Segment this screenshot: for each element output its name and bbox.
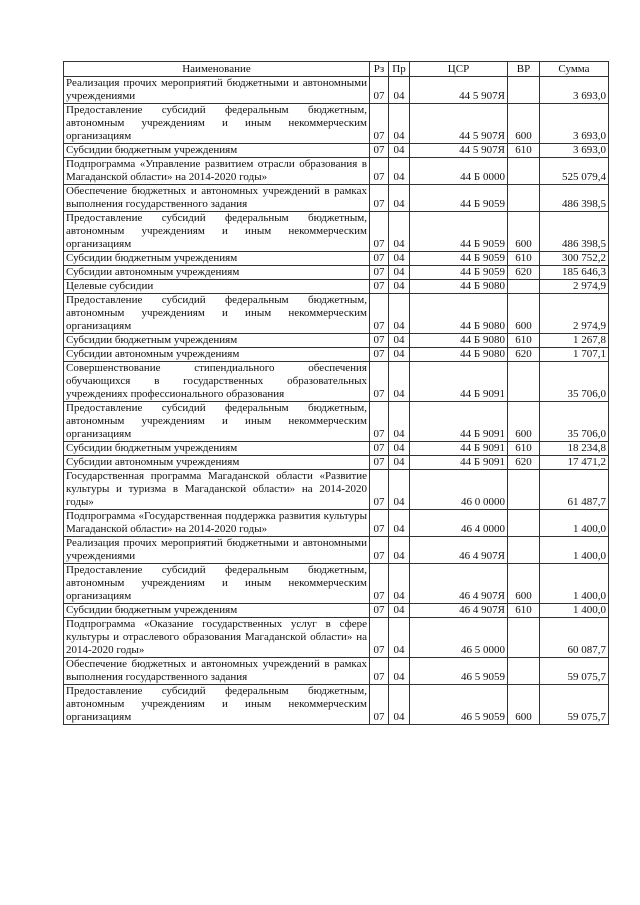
cell-csr: 44 5 907Я xyxy=(410,77,508,104)
cell-rz: 07 xyxy=(370,537,389,564)
cell-sum: 1 400,0 xyxy=(540,510,609,537)
cell-name: Подпрограмма «Оказание государственных услуг в сфере культуры и отраслевого образования Магаданской области» на 2014-2020 годы» xyxy=(64,618,370,658)
cell-pr: 04 xyxy=(389,685,410,725)
cell-csr: 46 4 907Я xyxy=(410,604,508,618)
cell-pr: 04 xyxy=(389,212,410,252)
cell-sum: 2 974,9 xyxy=(540,294,609,334)
cell-sum: 61 487,7 xyxy=(540,470,609,510)
cell-pr: 04 xyxy=(389,348,410,362)
cell-rz: 07 xyxy=(370,104,389,144)
cell-pr: 04 xyxy=(389,604,410,618)
cell-sum: 2 974,9 xyxy=(540,280,609,294)
cell-csr: 44 5 907Я xyxy=(410,104,508,144)
cell-name: Предоставление субсидий федеральным бюджетным, автономным учреждениям и иным некоммерческим организациям xyxy=(64,294,370,334)
cell-vr xyxy=(508,658,540,685)
cell-csr: 46 5 0000 xyxy=(410,618,508,658)
cell-sum: 3 693,0 xyxy=(540,77,609,104)
cell-name: Государственная программа Магаданской области «Развитие культуры и туризма в Магаданской области» на 2014-2020 годы» xyxy=(64,470,370,510)
table-header-row xyxy=(64,62,609,77)
cell-name: Субсидии автономным учреждениям xyxy=(64,266,370,280)
cell-name: Субсидии автономным учреждениям xyxy=(64,348,370,362)
cell-csr: 46 0 0000 xyxy=(410,470,508,510)
cell-vr: 600 xyxy=(508,402,540,442)
cell-vr: 600 xyxy=(508,564,540,604)
table-row xyxy=(64,604,609,618)
table-row xyxy=(64,185,609,212)
cell-csr: 44 Б 9059 xyxy=(410,212,508,252)
cell-rz: 07 xyxy=(370,618,389,658)
cell-pr: 04 xyxy=(389,334,410,348)
cell-name: Совершенствование стипендиального обеспечения обучающихся в государственных образовательных учреждениях профессионального образования xyxy=(64,362,370,402)
cell-rz: 07 xyxy=(370,334,389,348)
column-header-csr: ЦСР xyxy=(410,62,508,77)
table-row xyxy=(64,158,609,185)
cell-rz: 07 xyxy=(370,212,389,252)
cell-sum: 3 693,0 xyxy=(540,104,609,144)
cell-name: Субсидии бюджетным учреждениям xyxy=(64,442,370,456)
cell-vr xyxy=(508,185,540,212)
cell-rz: 07 xyxy=(370,77,389,104)
cell-rz: 07 xyxy=(370,266,389,280)
cell-sum: 486 398,5 xyxy=(540,185,609,212)
cell-vr: 610 xyxy=(508,604,540,618)
cell-rz: 07 xyxy=(370,252,389,266)
cell-sum: 60 087,7 xyxy=(540,618,609,658)
table-row xyxy=(64,537,609,564)
cell-vr: 600 xyxy=(508,685,540,725)
cell-vr: 610 xyxy=(508,442,540,456)
cell-pr: 04 xyxy=(389,658,410,685)
column-header-pr: Пр xyxy=(389,62,410,77)
cell-rz: 07 xyxy=(370,362,389,402)
cell-vr: 600 xyxy=(508,212,540,252)
cell-csr: 46 4 907Я xyxy=(410,537,508,564)
cell-rz: 07 xyxy=(370,510,389,537)
cell-rz: 07 xyxy=(370,658,389,685)
table-row xyxy=(64,362,609,402)
table-row xyxy=(64,252,609,266)
cell-name: Субсидии бюджетным учреждениям xyxy=(64,334,370,348)
cell-rz: 07 xyxy=(370,604,389,618)
column-header-name: Наименование xyxy=(64,62,370,77)
table-row xyxy=(64,510,609,537)
cell-pr: 04 xyxy=(389,266,410,280)
cell-sum: 17 471,2 xyxy=(540,456,609,470)
cell-pr: 04 xyxy=(389,618,410,658)
table-row xyxy=(64,348,609,362)
cell-rz: 07 xyxy=(370,280,389,294)
table-row xyxy=(64,334,609,348)
cell-sum: 59 075,7 xyxy=(540,658,609,685)
table-row xyxy=(64,470,609,510)
cell-name: Обеспечение бюджетных и автономных учреждений в рамках выполнения государственного задания xyxy=(64,658,370,685)
table-row xyxy=(64,77,609,104)
cell-vr xyxy=(508,510,540,537)
cell-sum: 525 079,4 xyxy=(540,158,609,185)
cell-csr: 44 Б 9059 xyxy=(410,252,508,266)
cell-name: Предоставление субсидий федеральным бюджетным, автономным учреждениям и иным некоммерческим организациям xyxy=(64,564,370,604)
cell-name: Предоставление субсидий федеральным бюджетным, автономным учреждениям и иным некоммерческим организациям xyxy=(64,685,370,725)
cell-rz: 07 xyxy=(370,564,389,604)
cell-csr: 44 Б 9080 xyxy=(410,334,508,348)
cell-vr xyxy=(508,158,540,185)
cell-sum: 1 400,0 xyxy=(540,604,609,618)
cell-rz: 07 xyxy=(370,442,389,456)
cell-name: Целевые субсидии xyxy=(64,280,370,294)
cell-csr: 46 5 9059 xyxy=(410,685,508,725)
table-row xyxy=(64,456,609,470)
budget-table xyxy=(63,61,609,725)
cell-vr: 600 xyxy=(508,294,540,334)
cell-csr: 46 4 0000 xyxy=(410,510,508,537)
cell-sum: 35 706,0 xyxy=(540,362,609,402)
column-header-rz: Рз xyxy=(370,62,389,77)
cell-vr: 610 xyxy=(508,144,540,158)
cell-rz: 07 xyxy=(370,144,389,158)
cell-vr: 620 xyxy=(508,266,540,280)
cell-sum: 1 707,1 xyxy=(540,348,609,362)
cell-pr: 04 xyxy=(389,294,410,334)
cell-sum: 18 234,8 xyxy=(540,442,609,456)
table-body xyxy=(64,77,609,725)
cell-csr: 46 5 9059 xyxy=(410,658,508,685)
cell-pr: 04 xyxy=(389,144,410,158)
cell-sum: 3 693,0 xyxy=(540,144,609,158)
cell-sum: 1 400,0 xyxy=(540,564,609,604)
cell-name: Реализация прочих мероприятий бюджетными и автономными учреждениями xyxy=(64,77,370,104)
cell-csr: 46 4 907Я xyxy=(410,564,508,604)
cell-name: Подпрограмма «Управление развитием отрасли образования в Магаданской области» на 2014-2020 годы» xyxy=(64,158,370,185)
cell-rz: 07 xyxy=(370,158,389,185)
table-row xyxy=(64,212,609,252)
cell-csr: 44 Б 9091 xyxy=(410,456,508,470)
cell-name: Субсидии бюджетным учреждениям xyxy=(64,604,370,618)
cell-csr: 44 Б 9059 xyxy=(410,266,508,280)
cell-sum: 1 267,8 xyxy=(540,334,609,348)
cell-name: Субсидии бюджетным учреждениям xyxy=(64,252,370,266)
cell-vr: 620 xyxy=(508,456,540,470)
table-row xyxy=(64,564,609,604)
table-row xyxy=(64,266,609,280)
cell-vr: 600 xyxy=(508,104,540,144)
cell-name: Предоставление субсидий федеральным бюджетным, автономным учреждениям и иным некоммерческим организациям xyxy=(64,212,370,252)
column-header-sum: Сумма xyxy=(540,62,609,77)
cell-sum: 35 706,0 xyxy=(540,402,609,442)
cell-vr xyxy=(508,618,540,658)
cell-sum: 59 075,7 xyxy=(540,685,609,725)
cell-rz: 07 xyxy=(370,294,389,334)
cell-pr: 04 xyxy=(389,280,410,294)
cell-rz: 07 xyxy=(370,470,389,510)
cell-csr: 44 Б 9080 xyxy=(410,348,508,362)
cell-csr: 44 Б 9059 xyxy=(410,185,508,212)
cell-vr xyxy=(508,470,540,510)
table-row xyxy=(64,144,609,158)
table-row xyxy=(64,280,609,294)
cell-pr: 04 xyxy=(389,402,410,442)
cell-rz: 07 xyxy=(370,402,389,442)
cell-name: Субсидии бюджетным учреждениям xyxy=(64,144,370,158)
cell-name: Подпрограмма «Государственная поддержка развития культуры Магаданской области» на 2014-2020 годы» xyxy=(64,510,370,537)
cell-vr xyxy=(508,280,540,294)
table-row xyxy=(64,658,609,685)
cell-pr: 04 xyxy=(389,442,410,456)
cell-pr: 04 xyxy=(389,185,410,212)
cell-pr: 04 xyxy=(389,564,410,604)
cell-csr: 44 Б 9091 xyxy=(410,362,508,402)
table-row xyxy=(64,402,609,442)
cell-name: Предоставление субсидий федеральным бюджетным, автономным учреждениям и иным некоммерческим организациям xyxy=(64,402,370,442)
cell-sum: 300 752,2 xyxy=(540,252,609,266)
cell-rz: 07 xyxy=(370,348,389,362)
cell-pr: 04 xyxy=(389,252,410,266)
cell-csr: 44 5 907Я xyxy=(410,144,508,158)
table-row xyxy=(64,618,609,658)
cell-name: Реализация прочих мероприятий бюджетными и автономными учреждениями xyxy=(64,537,370,564)
table-row xyxy=(64,294,609,334)
cell-pr: 04 xyxy=(389,158,410,185)
cell-vr: 620 xyxy=(508,348,540,362)
cell-pr: 04 xyxy=(389,470,410,510)
cell-pr: 04 xyxy=(389,362,410,402)
column-header-vr: ВР xyxy=(508,62,540,77)
cell-csr: 44 Б 9080 xyxy=(410,294,508,334)
cell-csr: 44 Б 0000 xyxy=(410,158,508,185)
table-row xyxy=(64,104,609,144)
cell-name: Обеспечение бюджетных и автономных учреждений в рамках выполнения государственного задания xyxy=(64,185,370,212)
cell-pr: 04 xyxy=(389,456,410,470)
cell-vr: 610 xyxy=(508,334,540,348)
cell-pr: 04 xyxy=(389,537,410,564)
cell-name: Субсидии автономным учреждениям xyxy=(64,456,370,470)
cell-pr: 04 xyxy=(389,510,410,537)
cell-sum: 486 398,5 xyxy=(540,212,609,252)
table-row xyxy=(64,442,609,456)
cell-csr: 44 Б 9091 xyxy=(410,442,508,456)
cell-pr: 04 xyxy=(389,77,410,104)
cell-rz: 07 xyxy=(370,185,389,212)
cell-rz: 07 xyxy=(370,456,389,470)
table-row xyxy=(64,685,609,725)
cell-sum: 185 646,3 xyxy=(540,266,609,280)
cell-sum: 1 400,0 xyxy=(540,537,609,564)
cell-name: Предоставление субсидий федеральным бюджетным, автономным учреждениям и иным некоммерческим организациям xyxy=(64,104,370,144)
cell-rz: 07 xyxy=(370,685,389,725)
cell-csr: 44 Б 9080 xyxy=(410,280,508,294)
cell-pr: 04 xyxy=(389,104,410,144)
cell-csr: 44 Б 9091 xyxy=(410,402,508,442)
cell-vr: 610 xyxy=(508,252,540,266)
cell-vr xyxy=(508,537,540,564)
cell-vr xyxy=(508,77,540,104)
cell-vr xyxy=(508,362,540,402)
